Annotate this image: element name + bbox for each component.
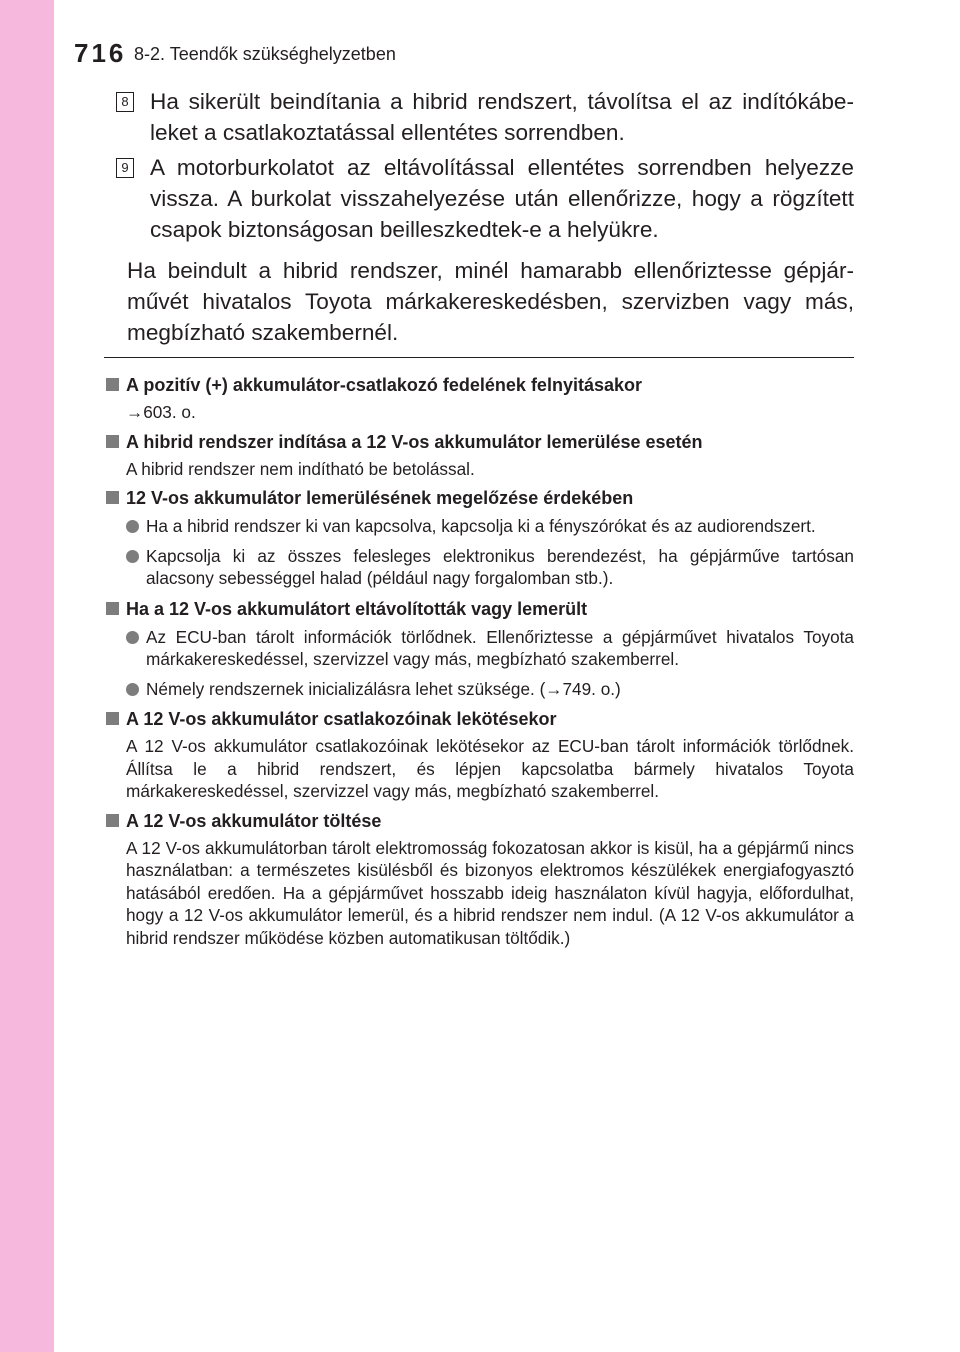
step-text: Ha sikerült beindítania a hibrid rendszert, távolítsa el az indítókábeleket a csatlakoztatással ellentétes sorrendben. (150, 89, 854, 145)
section-body: A 12 V-os akkumulátorban tárolt elektromosság fokozatosan akkor is kisül, ha a gépjármű nincs használatban: a természetes kisülésből és bizonyos elektromos készülékek energiafogyasztó hatásából eredően. Ha a gépjárművet hosszabb ideig használaton kívül hagyja, előfordulhat, hogy a 12 V-os akkumulátor lemerül, és a hibrid rendszer nem indul. (A 12 V-os akkumulátor a hibrid rendszer működése közben automatikusan töltődik.) (126, 837, 854, 948)
page-number: 716 (74, 38, 127, 68)
square-bullet-icon (106, 814, 119, 827)
section-heading (104, 373, 854, 397)
info-section (104, 430, 854, 481)
bullet-item (104, 545, 854, 590)
section-heading-text: A hibrid rendszer indítása a 12 V-os akkumulátor lemerülése esetén (126, 431, 703, 452)
section-body: A hibrid rendszer nem indítható be betolással. (126, 458, 475, 479)
main-content (118, 86, 854, 348)
info-sections (104, 373, 854, 955)
round-bullet-icon (126, 550, 139, 563)
round-bullet-icon (126, 520, 139, 533)
step-number-box: 9 (116, 158, 134, 178)
section-heading-text: Ha a 12 V-os akkumulátort eltávolították vagy lemerült (126, 598, 588, 619)
info-section (104, 373, 854, 424)
round-bullet-icon (126, 631, 139, 644)
bullet-text: Némely rendszernek inicializálásra lehet szüksége. (→749. o.) (146, 678, 621, 699)
square-bullet-icon (106, 491, 119, 504)
bullet-item (104, 626, 854, 671)
step-text: A motorburkolatot az eltávolítással ellentétes sorrendben helyezze vissza. A burkolat visszahelyezése után ellenőrizze, hogy a rögzített csapok biztonságosan beilleszkedtek-e a helyükre. (150, 155, 854, 242)
section-heading (104, 707, 854, 731)
section-title: 8-2. Teendők szükséghelyzetben (134, 44, 396, 64)
step-8 (118, 86, 854, 148)
bullet-item (104, 678, 854, 701)
info-section (104, 597, 854, 701)
section-heading (104, 486, 854, 510)
info-section (104, 809, 854, 950)
info-section (104, 707, 854, 803)
square-bullet-icon (106, 435, 119, 448)
square-bullet-icon (106, 602, 119, 615)
bullet-text: Ha a hibrid rendszer ki van kapcsolva, kapcsolja ki a fényszórókat és az audiorendszert. (146, 516, 816, 536)
section-heading-text: 12 V-os akkumulátor lemerülésének megelőzése érdekében (126, 488, 634, 508)
round-bullet-icon (126, 683, 139, 696)
bullet-item (104, 515, 854, 538)
side-color-band (0, 0, 54, 1352)
section-body: →603. o. (126, 402, 196, 422)
closing-note: Ha beindult a hibrid rendszer, minél hamarabb ellenőriztesse gépjárművét hivatalos Toyota márkakereskedésben, szervizben vagy más, megbízható szakembernél. (127, 258, 854, 345)
page-header (54, 0, 960, 70)
section-heading (104, 809, 854, 833)
info-section (104, 486, 854, 590)
section-heading (104, 430, 854, 454)
section-heading (104, 597, 854, 621)
bullet-text: Kapcsolja ki az összes felesleges elektronikus berendezést, ha gépjárműve tartósan alacsony sebességgel halad (például nagy forgalomban stb.). (146, 545, 854, 588)
step-9 (118, 152, 854, 245)
divider-rule (104, 357, 854, 358)
section-body: A 12 V-os akkumulátor csatlakozóinak lekötésekor az ECU-ban tárolt információk törlődnek. Állítsa le a hibrid rendszert, és lépjen kapcsolatba bármely hivatalos Toyota márkakereskedéssel, szervizzel vagy más, megbízható szakemberrel. (126, 736, 854, 801)
step-number-box: 8 (116, 92, 134, 112)
section-heading-text: A 12 V-os akkumulátor töltése (126, 810, 382, 831)
section-heading-text: A pozitív (+) akkumulátor-csatlakozó fedelének felnyitásakor (126, 375, 642, 395)
square-bullet-icon (106, 378, 119, 391)
section-heading-text: A 12 V-os akkumulátor csatlakozóinak lekötésekor (126, 709, 557, 729)
bullet-text: Az ECU-ban tárolt információk törlődnek. Ellenőriztesse a gépjárművet hivatalos Toyota márkakereskedéssel, szervizzel vagy más, megbízható szakemberrel. (146, 626, 854, 669)
square-bullet-icon (106, 712, 119, 725)
